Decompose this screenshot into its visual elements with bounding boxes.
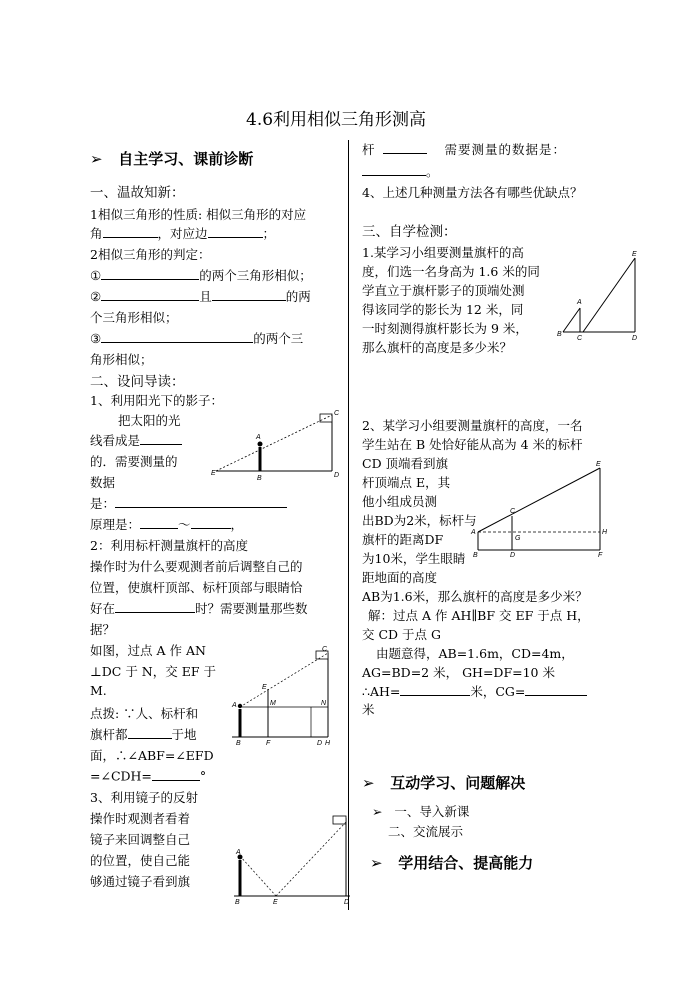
page-title: 4.6利用相似三角形测高 [246,110,427,130]
criteria-2 [90,287,311,305]
fig3-label: B [235,899,240,906]
blank[interactable] [128,726,172,740]
method-3: 3、利用镜子的反射 [90,790,198,805]
blank[interactable] [400,683,470,697]
fig5-label: E [596,461,601,468]
criteria-title: 2相似三角形的判定： [90,247,211,262]
text: 原理是： [90,517,141,532]
section-heading-interactive [362,772,525,793]
text: 时？需要测量那些数 [195,601,308,616]
fig2-label: A [232,702,237,709]
text: 且 [199,289,212,304]
fig2-label: C [322,646,328,653]
text: 好在 [90,601,116,616]
arrow-marker-icon: ➢ [90,150,103,168]
text: =∠CDH= [90,768,152,784]
q2-line: AB为1.6米，那么旗杆的高度是多少米？ [362,589,588,604]
column-divider [348,140,349,910]
text: 需要测量的数据是： [444,142,566,157]
method-1-line [90,431,182,449]
blank[interactable] [191,516,231,530]
blank[interactable] [525,683,587,697]
blank[interactable] [115,600,195,614]
text: 的两 [285,289,311,304]
fig4-label: A [577,299,582,306]
method-1: 1、利用阳光下的影子： [90,393,223,408]
right-line [362,140,566,158]
criteria-3b: 角形相似； [90,352,153,367]
fig1-label: E [211,470,216,477]
fig5-label: C [510,508,516,515]
fig3-label: E [273,899,278,906]
method-1-line: 把太阳的光 [118,413,181,428]
text: ～ [178,517,191,532]
blank[interactable] [115,495,287,509]
fig4-label: C [577,335,583,342]
method-2-line: 点拨: ∵人、标杆和 [90,706,199,721]
figure-q1-triangles [555,248,640,343]
fig2-label: F [266,740,271,747]
method-3-line: 镜子来回调整自己 [90,832,191,847]
right-line [362,162,439,180]
fig5-label: H [602,529,608,536]
fig5-label: B [473,552,478,558]
method-3-line: 操作时观测者看着 [90,811,191,826]
method-1-line: 数据 [90,475,116,490]
text: ∴AH= [362,684,401,699]
text: 角 [90,226,103,241]
q2-line: 出BD为2米，标杆与 [362,513,477,528]
text: ② [90,289,102,304]
fig2-label: H [325,740,331,747]
fig5-label: G [515,535,521,542]
criteria-2b: 个三角形相似； [90,310,178,325]
fig5-label: A [471,529,476,536]
question-4: 4、上述几种测量方法各有哪些优缺点？ [362,185,583,200]
method-2-line: 面，∴∠ABF=∠EFD [90,748,214,763]
fig1-label: A [256,434,261,441]
text: 是： [90,496,116,511]
q2-line: 为10米，学生眼睛 [362,551,466,566]
method-2-line [90,767,206,784]
method-3-line: 的位置，使自己能 [90,853,191,868]
q1-line: 得该同学的影长为 12 米，同 [362,302,524,317]
fig3-label: A [236,849,241,856]
method-2-line: 据？ [90,622,116,637]
blank[interactable] [362,163,426,177]
method-1-line [90,494,287,512]
heading-text: 学用结合、提高能力 [398,854,534,872]
method-3-line: 够通过镜子看到旗 [90,874,191,889]
fig3-label: D [344,899,350,906]
figure-marker-pole [222,645,342,750]
solution-line: 米 [362,702,375,717]
q1-line: 那么旗杆的高度是多少米？ [362,340,513,355]
method-2-line [90,725,197,743]
arrow-marker-icon: ➢ [372,804,383,819]
blank[interactable] [383,141,427,155]
criteria-1 [90,266,312,284]
blank[interactable] [152,767,200,781]
text: ，对应边 [157,226,208,241]
heading-text: 互动学习、问题解决 [390,774,526,792]
solution-line: 交 CD 于点 G [362,627,441,642]
text: ° [199,768,207,784]
q2-line: 学生站在 B 处恰好能从高为 4 米的标杆 [362,437,583,452]
figure-mirror [228,808,354,908]
blank-side[interactable] [208,225,263,239]
text: ③ [90,331,102,346]
text: 于地 [171,727,197,742]
subheading-review: 一、温故知新： [90,185,185,201]
method-2-line: 位置，使旗杆顶部、标杆顶部与眼睛恰 [90,580,303,595]
q1-line: 度，们选一名身高为 1.6 米的同 [362,264,540,279]
text: 的两个三 [253,331,304,346]
q2-line: 他小组成员测 [362,494,438,509]
section-heading-apply [370,852,533,873]
arrow-marker-icon: ➢ [370,854,383,872]
blank[interactable] [212,288,286,302]
text: 杆 [362,142,375,157]
fig5-label: D [510,552,516,558]
q2-line: CD 顶端看到旗 [362,456,449,471]
fig2-label: D [317,740,323,747]
blank[interactable] [140,516,178,530]
method-2-line: ⊥DC 于 N，交 EF 于 [90,664,216,679]
text: 线看成是 [90,433,141,448]
method-2-line: 操作时为什么要观测者前后调整自己的 [90,559,303,574]
fig1-label: B [257,475,262,482]
method-2-line: M. [90,683,107,698]
criteria-3 [90,329,303,347]
section-heading-self-study [90,148,253,169]
method-2-line [90,599,308,617]
text: 一、导入新课 [394,804,470,819]
method-2-line: 如图，过点 A 作 AN [90,643,206,658]
fig5-label: F [598,552,603,558]
text: ； [262,226,276,241]
blank[interactable] [101,330,253,344]
solution-line: 解：过点 A 作 AH∥BF 交 EF 于点 H， [368,608,590,623]
fig4-label: D [632,335,638,342]
blank-angle[interactable] [103,225,158,239]
solution-line [362,682,587,700]
q1-line: 一时刻测得旗杆影长为 9 米， [362,321,528,336]
method-1-principle [90,515,243,533]
arrow-marker-icon: ➢ [362,774,375,792]
fig4-label: B [557,331,562,338]
fig1-label: D [334,472,340,479]
property-line-2 [90,224,275,242]
text: 旗杆都 [90,727,128,742]
figure-sun-shadow [210,405,342,485]
solution-line: AG=BD=2 米， GH=DF=10 米 [362,665,555,680]
fig2-label: B [236,740,241,747]
solution-line: 由题意得，AB=1.6m，CD=4m， [376,646,574,661]
fig2-label: M [270,700,276,707]
blank[interactable] [101,288,199,302]
blank[interactable] [101,267,199,281]
list-item-exchange: 二、交流展示 [388,824,464,839]
text: 米，CG= [470,684,526,699]
method-2: 2：利用标杆测量旗杆的高度 [90,538,248,553]
fig2-label: N [321,700,327,707]
q2-line: 2、某学习小组要测量旗杆的高度，一名 [362,418,583,433]
text: 。 [426,164,439,179]
figure-q2-pole [468,458,618,558]
q2-line: 距地面的高度 [362,570,438,585]
text: ， [230,517,244,532]
q2-line: 旗杆的距离DF [362,532,444,547]
method-1-line: 的．需要测量的 [90,454,178,469]
subheading-self-test: 三、自学检测： [362,224,457,240]
text: 的两个三角形相似； [199,268,312,283]
blank[interactable] [140,432,182,446]
fig1-label: C [334,410,340,417]
fig4-label: E [632,251,637,258]
property-line: 1相似三角形的性质: 相似三角形的对应 [90,207,307,222]
heading-text: 自主学习、课前诊断 [118,150,254,168]
list-item-intro [372,802,469,820]
subheading-guide: 二、设问导读： [90,374,185,390]
q1-line: 1.某学习小组要测量旗杆的高 [362,245,524,260]
q1-line: 学直立于旗杆影子的顶端处测 [362,283,525,298]
text: ① [90,268,102,283]
q2-line: 杆顶端点 E，其 [362,475,451,490]
fig2-label: E [262,684,267,691]
